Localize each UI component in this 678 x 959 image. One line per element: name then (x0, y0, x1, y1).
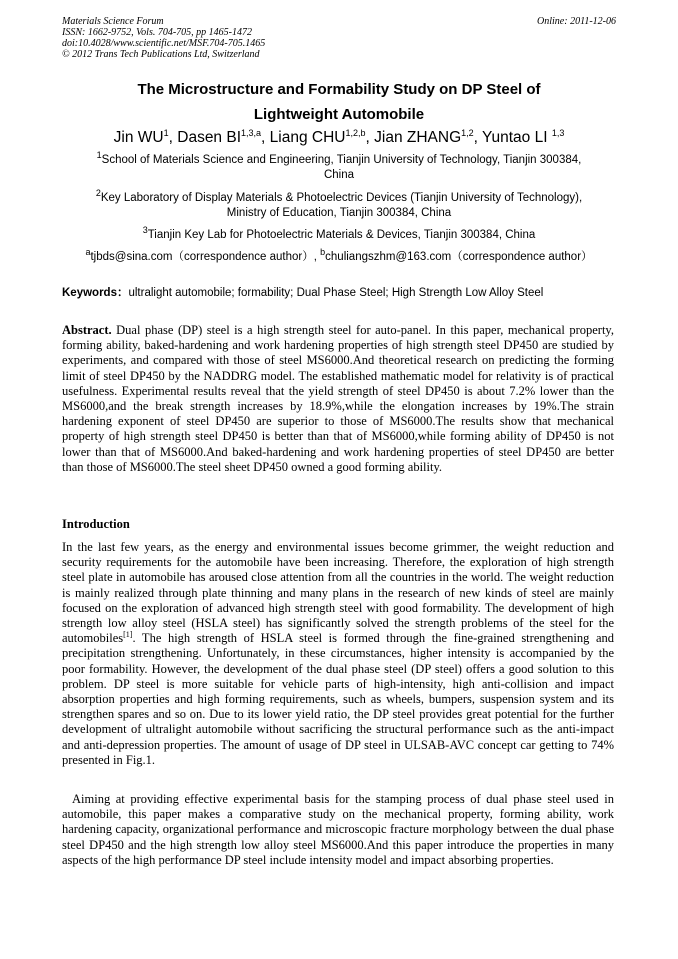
affiliation-text: Tianjin Key Lab for Photoelectric Materials & Devices, Tianjin 300384, China (147, 229, 536, 241)
abstract (62, 323, 614, 475)
paper-title-line-1: The Microstructure and Formability Study on DP Steel of (137, 81, 541, 98)
abstract-label: Abstract. (62, 323, 112, 337)
affiliation-2 (62, 188, 616, 221)
author-affil-sup: 1,3,a (241, 127, 262, 138)
author-sep: , (261, 129, 270, 146)
author-sep: , (473, 129, 482, 146)
email-sup: a (85, 247, 91, 258)
author-name: Jin WU (113, 129, 164, 146)
affiliation-1 (62, 150, 616, 183)
author-name: Jian ZHANG (374, 129, 462, 146)
author-list (62, 128, 616, 148)
online-date: Online: 2011-12-06 (537, 16, 616, 27)
author-name: Liang CHU (269, 129, 346, 146)
keywords-label: Keywords： (62, 287, 129, 299)
author-affil-sup: 1,2,b (345, 127, 366, 138)
keywords (62, 286, 622, 301)
email-sup: b (320, 247, 326, 258)
intro-paragraph-1 (62, 540, 614, 768)
journal-header (62, 16, 616, 60)
email-link-b[interactable]: chuliangszhm@163.com（correspondence author） (325, 251, 593, 263)
author-name: Dasen BI (177, 129, 242, 146)
intro-text: . The high strength of HSLA steel is formed through the fine-grained strengthening and precipitation strengthening. Unfortunately, in these circumstances, higher intensity is accompanied by the poor formability. However, the development of the dual phase steel (DP steel) offers a good solution to this problem. DP steel is more suitable for vehicle parts of high-intensity, high anti-collision and impact absorption properties and high forming requirements, such as wheels, bumpers, suspension system and its strengthen spares and so on. Due to its lower yield ratio, the DP steel provides great potential for the further development of ultralight automobile without sacrificing the structural performance such as the anti-impact and anti-depression properties. The amount of usage of DP steel in ULSAB-AVC concept car getting to 74% presented in Fig.1. (62, 631, 614, 767)
affiliation-text: School of Materials Science and Engineering, Tianjin University of Technology, Tianjin 300384, (101, 154, 582, 166)
keywords-text: ultralight automobile; formability; Dual Phase Steel; High Strength Low Alloy Steel (128, 287, 544, 299)
issn-line: ISSN: 1662-9752, Vols. 704-705, pp 1465-1472 (62, 27, 252, 38)
citation-ref[interactable]: [1] (123, 630, 133, 640)
intro-text: In the last few years, as the energy and environmental issues become grimmer, the weight reduction and security requirements for the automobile have been increasing. Therefore, the exploration of high strength steel plate in automobile has aroused close attention from all the countries in the world. The weight reduction is mainly realized through plate thinning and many plans in the research of new kinds of steel are mainly focused on the exploration of advanced high strength steel with good formability. The development of high strength low alloy steel (HSLA steel) has significantly solved the strength problems of the steel for the automobiles (62, 540, 614, 646)
author-name: Yuntao LI (482, 129, 552, 146)
email-link-a[interactable]: tjbds@sina.com（correspondence author）, (90, 251, 321, 263)
abstract-text: Dual phase (DP) steel is a high strength steel for auto-panel. In this paper, mechanical property, forming ability, baked-hardening and work hardening properties of high strength steel DP450 are studied by experiments, and compared with those of steel MS6000.And theoretical research on predicting the forming limit of steel DP450 by the NADDRG model. The established mathematic model for relativity is of practical usefulness. Experimental results reveal that the yield strength of steel DP450 is about 7.2% lower than the MS6000,and the break strength increases by 18.9%,while the elongation increases by 19%.The strain hardening exponent of steel DP450 are superior to those of MS6000.The results show that mechanical property of high strength steel DP450 is better than that of MS6000,while forming ability of DP450 is not lower than that of MS6000.And baked-hardening and work hardening properties of steel DP450 are better than those of MS6000.The steel sheet DP450 owned a good forming ability. (62, 323, 614, 474)
journal-name: Materials Science Forum (62, 16, 164, 27)
affiliation-text: Ministry of Education, Tianjin 300384, China (226, 207, 452, 219)
doi-line: doi:10.4028/www.scientific.net/MSF.704-705.1465 (62, 38, 266, 49)
affiliation-text: Key Laboratory of Display Materials & Photoelectric Devices (Tianjin University of Technology), (100, 192, 583, 204)
author-sep: , (168, 129, 178, 146)
section-heading-introduction: Introduction (62, 517, 130, 531)
author-affil-sup: 1,3 (551, 127, 565, 138)
intro-paragraph-2: Aiming at providing effective experimental basis for the stamping process of dual phase steel used in automobile, this paper makes a comparative study on the mechanical property, forming ability, work hardening capacity, organizational performance and microscopic fracture morphology between the dual phase steel DP450 and the high strength low alloy steel MS6000.And this paper introduce the properties in many aspects of the high performance DP steel include intensity model and impact absorbing properties. (62, 792, 614, 867)
affiliation-text: China (323, 169, 355, 181)
author-sep: , (365, 129, 375, 146)
author-affil-sup: 1 (163, 127, 169, 138)
affiliation-3 (62, 225, 616, 243)
affiliation-sup: 2 (95, 188, 101, 199)
author-affil-sup: 1,2 (461, 127, 474, 138)
contact-emails (62, 247, 616, 265)
copyright-line: © 2012 Trans Tech Publications Ltd, Switzerland (62, 49, 260, 60)
paper-title-line-2: Lightweight Automobile (253, 106, 425, 123)
affiliation-sup: 3 (142, 225, 148, 236)
affiliation-sup: 1 (96, 150, 102, 161)
